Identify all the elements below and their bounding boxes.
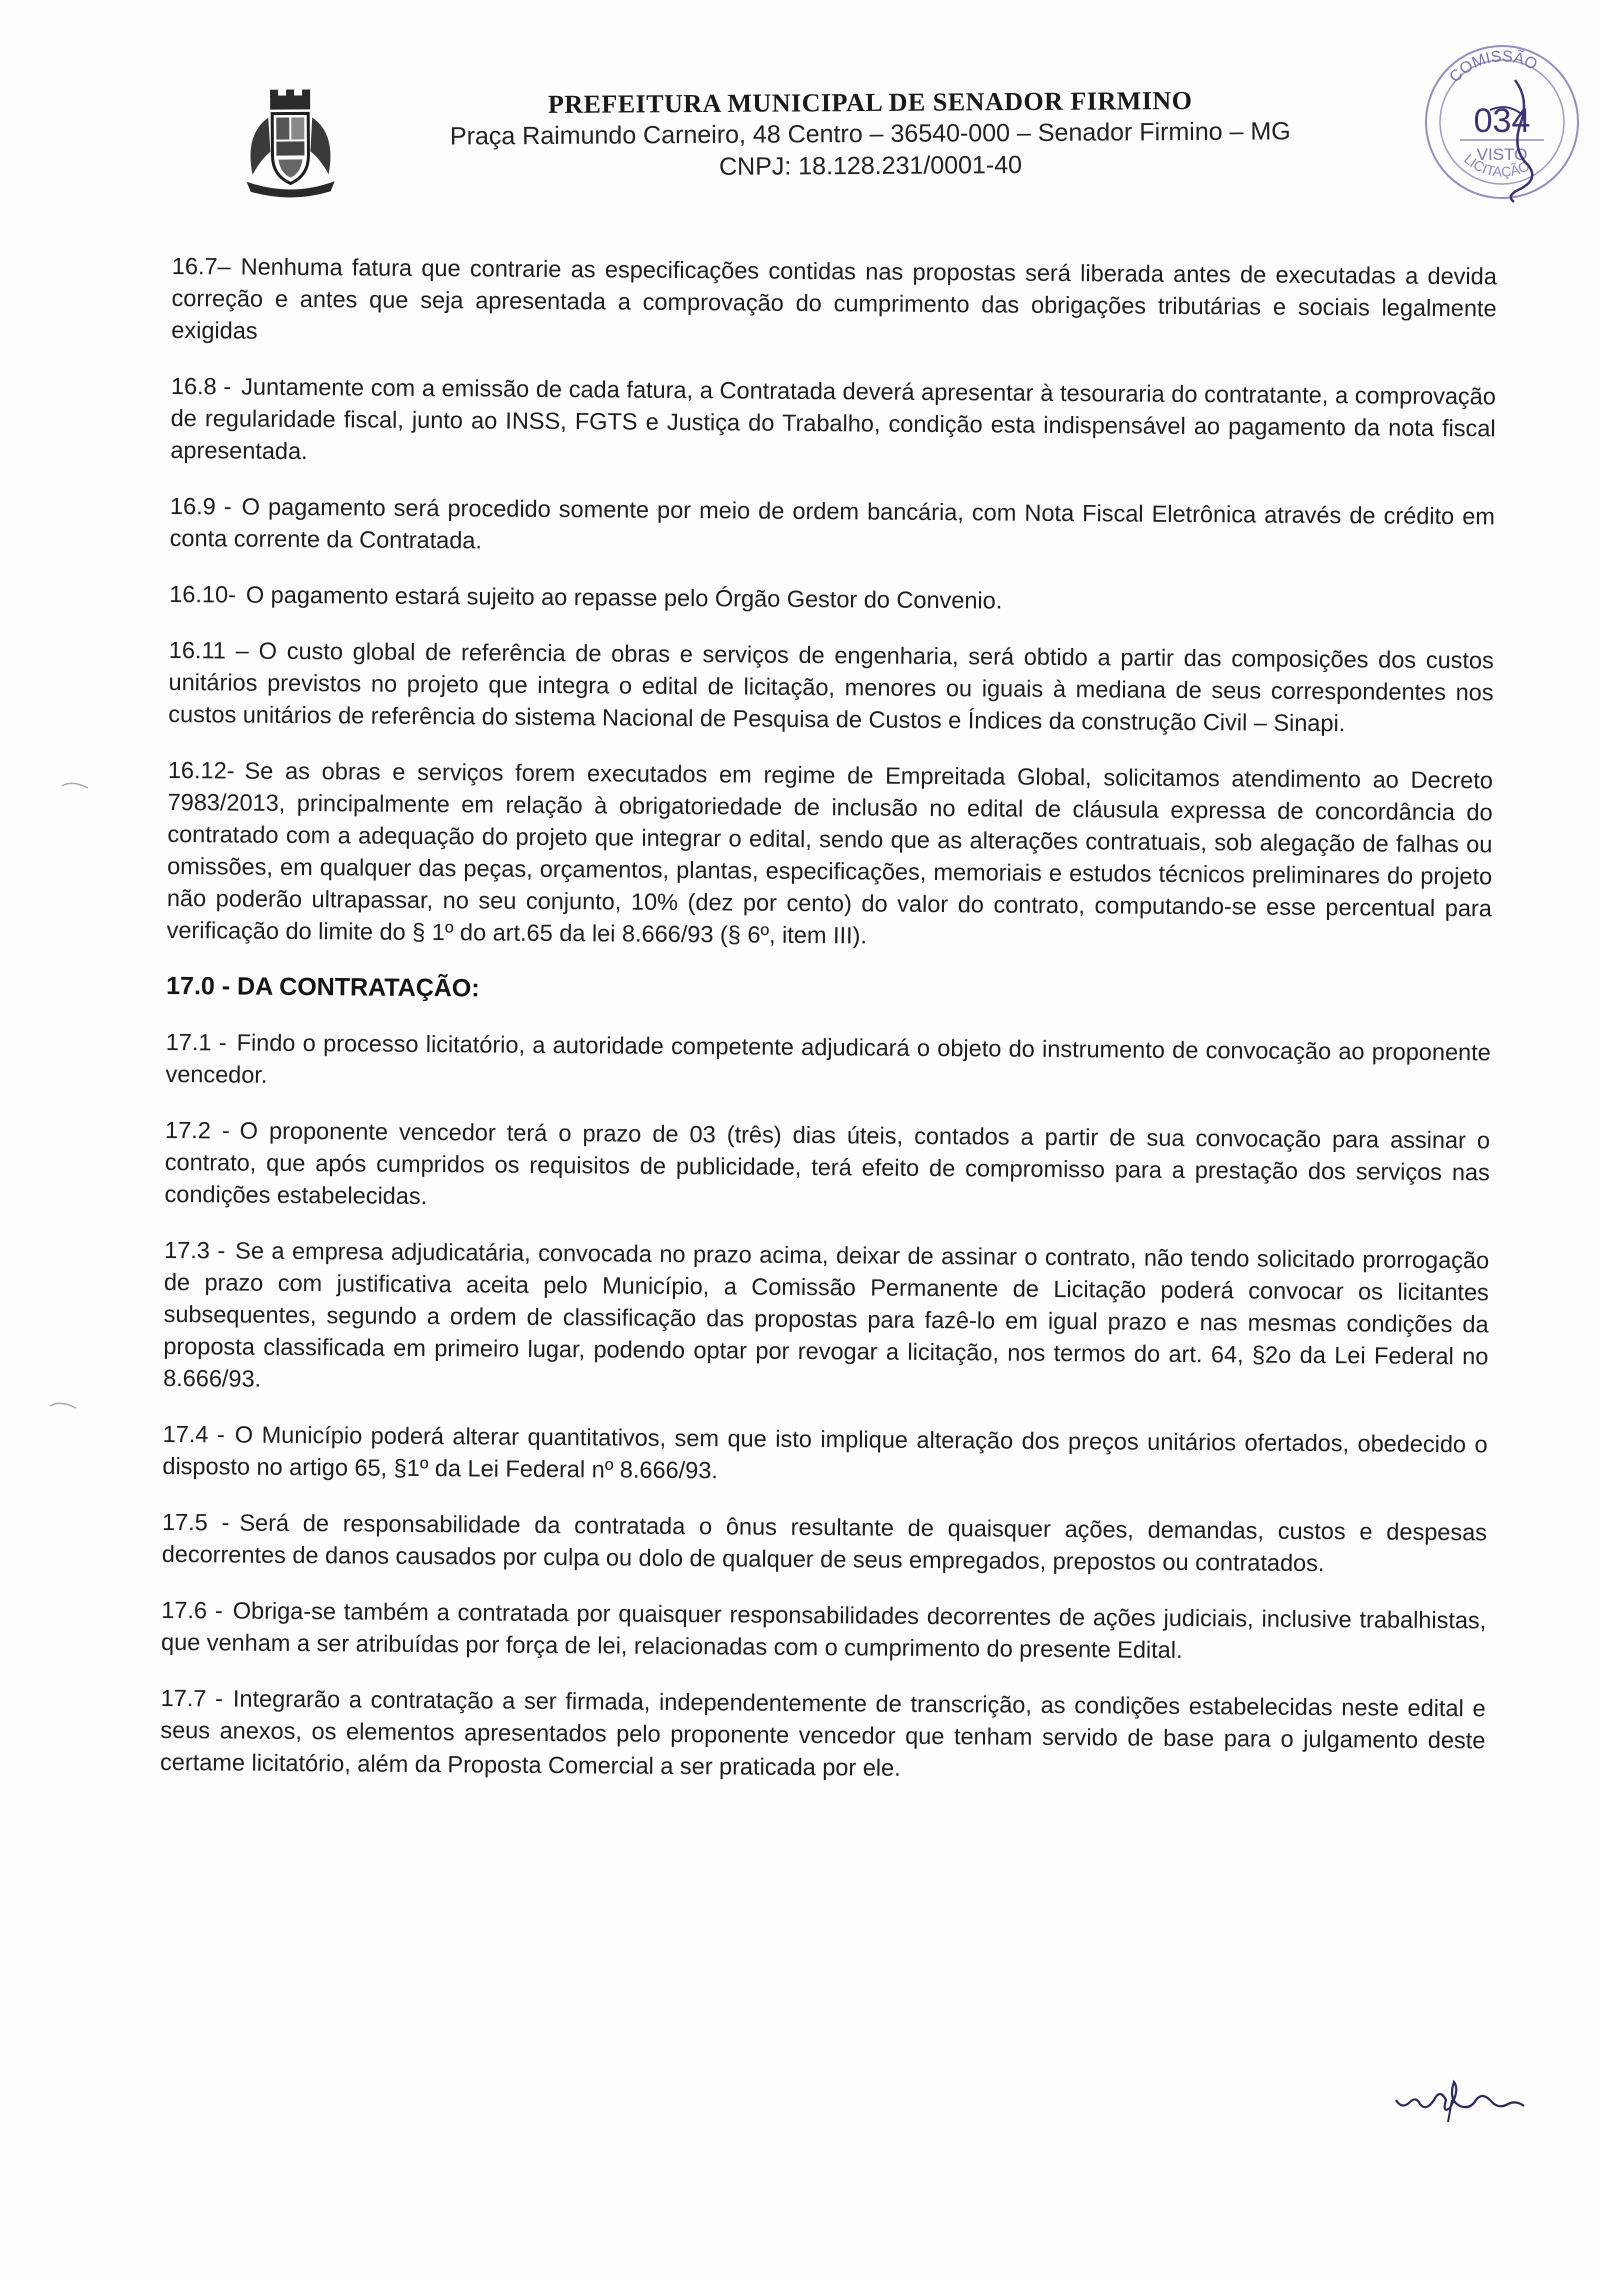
- margin-mark-icon: [48, 1400, 78, 1410]
- clause-17-1: 17.1 - Findo o processo licitatório, a autoridade competente adjudicará o objeto do instrumento de convocação ao proponente vencedor.: [165, 1028, 1491, 1088]
- municipality-name: PREFEITURA MUNICIPAL DE SENADOR FIRMINO: [547, 85, 1193, 119]
- stamp-bottom-text: LICITAÇÃO: [1461, 150, 1532, 180]
- stamp-number: 034: [1473, 102, 1531, 140]
- municipality-cnpj: CNPJ: 18.128.231/0001-40: [718, 151, 1023, 181]
- commission-stamp-icon: [1420, 40, 1585, 205]
- stamp-top-text: COMISSÃO: [1446, 48, 1540, 87]
- clause-17-6: 17.6 - Obriga-se também a contratada por quaisquer responsabilidades decorrentes de ações judiciais, inclusive trabalhistas, que venham a ser atribuídas por força de lei, relacionadas com o cumprimento do presente Edital.: [160, 1596, 1487, 1663]
- handwritten-initials-icon: [1390, 2070, 1530, 2130]
- clause-17-2: 17.2 - O proponente vencedor terá o prazo de 03 (três) dias úteis, contados a partir de sua convocação para assinar o contrato, que após cumpridos os requisitos de publicidade, terá efeito de compromisso para a prestação dos serviços nas condições estabelecidas.: [164, 1116, 1491, 1210]
- clause-17-4: 17.4 - O Município poderá alterar quantitativos, sem que isto implique alteração dos preços unitários ofertados, obedecido o disposto no artigo 65, §1º da Lei Federal nº 8.666/93.: [162, 1420, 1488, 1484]
- letterhead-text: [370, 85, 1371, 185]
- clause-16-8: 16.8 - Juntamente com a emissão de cada fatura, a Contratada deverá apresentar à tesouraria do contratante, a comprovação de regularidade fiscal, junto ao INSS, FGTS e Justiça do Trabalho, condição esta indispensável ao pagamento da nota fiscal apresentada.: [170, 372, 1496, 465]
- clause-17-3: 17.3 - Se a empresa adjudicatária, convocada no prazo acima, deixar de assinar o contrato, não tendo solicitado prorrogação de prazo com justificativa aceita pelo Município, a Comissão Permanente de Licitação poderá convocar os licitantes subsequentes, segundo a ordem de classificação das propostas para fazê-lo em igual prazo e nas mesmas condições da proposta classificada em primeiro lugar, podendo optar por revogar a licitação, nos termos do art. 64, §2o da Lei Federal no 8.666/93.: [163, 1236, 1490, 1392]
- letterhead: [210, 73, 1391, 210]
- municipality-address: Praça Raimundo Carneiro, 48 Centro – 36540-000 – Senador Firmino – MG: [449, 117, 1291, 151]
- clause-16-11: 16.11 – O custo global de referência de obras e serviços de engenharia, será obtido a partir das composições dos custos unitários previstos no projeto que integra o edital de licitação, menores ou iguais à mediana de seus correspondentes nos custos unitários de referência do sistema Nacional de Pesquisa de Custos e Índices da construção Civil – Sinapi.: [168, 636, 1494, 737]
- document-body: [160, 250, 1497, 1812]
- stamp-middle-text: VISTO: [1476, 145, 1528, 164]
- clause-16-12: 16.12- Se as obras e serviços forem executados em regime de Empreitada Global, solicitamos atendimento ao Decreto 7983/2013, principalmente em relação à obrigatoriedade de inclusão no edital de cláusula expressa de concordância do contratado com a adequação do projeto que integrar o edital, sendo que as alterações contratuais, sob alegação de falhas ou omissões, em qualquer das peças, orçamentos, plantas, especificações, memoriais e estudos técnicos preliminares do projeto não poderão ultrapassar, no seu conjunto, 10% (dez por cento) do valor do contrato, computando-se esse percentual para verificação do limite do § 1º do art.65 da lei 8.666/93 (§ 6º, item III).: [166, 756, 1493, 949]
- margin-mark-icon: [60, 780, 90, 790]
- clause-16-7: 16.7– Nenhuma fatura que contrarie as especificações contidas nas propostas será liberada antes de executadas a devida correção e antes que seja apresentada a comprovação do cumprimento das obrigações tributárias e sociais legalmente exigidas: [171, 252, 1497, 344]
- clause-16-9: 16.9 - O pagamento será procedido somente por meio de ordem bancária, com Nota Fiscal Eletrônica através de crédito em conta corrente da Contratada.: [169, 492, 1496, 554]
- clause-17-7: 17.7 - Integrarão a contratação a ser firmada, independentemente de transcrição, as condições estabelecidas neste edital e seus anexos, os elementos apresentados pelo proponente vencedor que tenham servido de base para o julgamento deste certame licitatório, além da Proposta Comercial a ser praticada por ele.: [160, 1684, 1486, 1781]
- clause-17-5: 17.5 - Será de responsabilidade da contratada o ônus resultante de quaisquer ações, demandas, custos e despesas decorrentes de danos causados por culpa ou dolo de qualquer de seus empregados, prepostos ou contratados.: [161, 1508, 1488, 1577]
- section-heading: 17.0 - DA CONTRATAÇÃO:: [166, 971, 480, 1003]
- municipal-crest-icon: [230, 89, 351, 200]
- clause-16-10: 16.10- O pagamento estará sujeito ao repasse pelo Órgão Gestor do Convenio.: [169, 580, 1003, 614]
